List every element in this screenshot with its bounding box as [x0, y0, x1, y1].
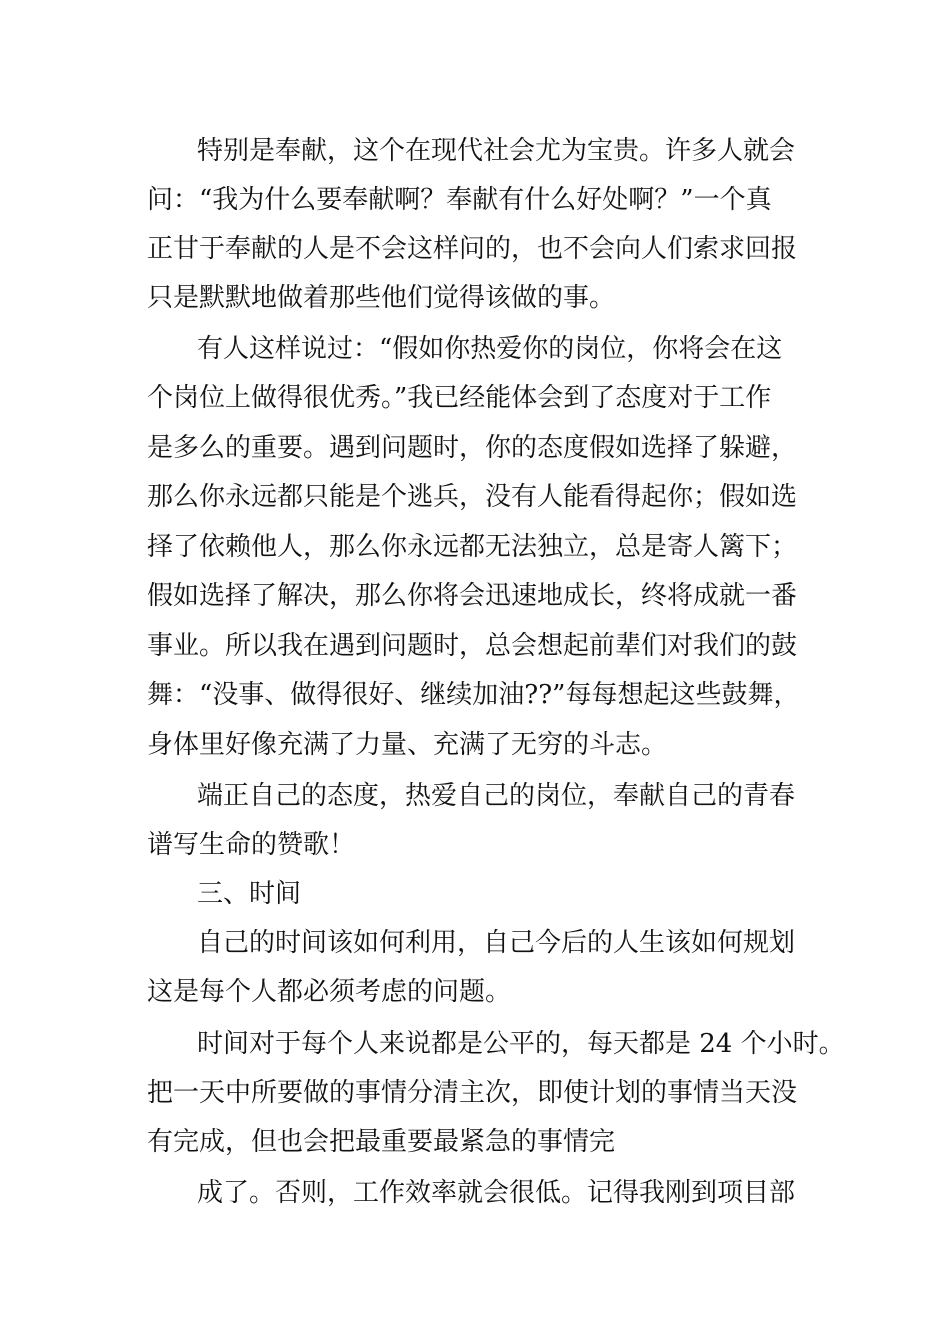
section-heading: 三、时间 [197, 879, 302, 909]
text-line: 舞：“没事、做得很好、继续加油??”每每想起这些鼓舞， [147, 680, 800, 710]
text-line: 只是默默地做着那些他们觉得该做的事。 [147, 283, 616, 313]
text-line: 正甘于奉献的人是不会这样问的，也不会向人们索求回报 [147, 234, 798, 264]
text-line: 自己的时间该如何利用，自己今后的人生该如何规划 [197, 928, 796, 958]
text-line: 成了。否则，工作效率就会很低。记得我刚到项目部 [197, 1178, 796, 1208]
text-line: 特别是奉献，这个在现代社会尤为宝贵。许多人就会 [197, 136, 796, 166]
text-line: 这是每个人都必须考虑的问题。 [147, 977, 512, 1007]
text-line: 端正自己的态度，热爱自己的岗位，奉献自己的青春 [197, 781, 796, 811]
text-line: 假如选择了解决，那么你将会迅速地成长，终将成就一番 [147, 581, 798, 611]
text-line: 是多么的重要。遇到问题时，你的态度假如选择了躲避， [147, 433, 798, 463]
text-line: 个岗位上做得很优秀。”我已经能体会到了态度对于工作 [147, 383, 772, 413]
text-line: 有完成，但也会把最重要最紧急的事情完 [147, 1127, 616, 1157]
text-line: 身体里好像充满了力量、充满了无穷的斗志。 [147, 730, 668, 760]
text-line: 那么你永远都只能是个逃兵，没有人能看得起你；假如选 [147, 482, 798, 512]
text-line: 问：“我为什么要奉献啊？奉献有什么好处啊？”一个真 [147, 185, 772, 215]
text-line: 时间对于每个人来说都是公平的，每天都是 24 个小时。 [197, 1029, 845, 1059]
text-line: 有人这样说过：“假如你热爱你的岗位，你将会在这 [197, 334, 783, 364]
text-line: 谱写生命的赞歌！ [147, 830, 356, 860]
text-line: 把一天中所要做的事情分清主次，即使计划的事情当天没 [147, 1078, 798, 1108]
text-line: 事业。所以我在遇到问题时，总会想起前辈们对我们的鼓 [147, 631, 798, 661]
text-line: 择了依赖他人，那么你永远都无法独立，总是寄人篱下； [147, 532, 798, 562]
